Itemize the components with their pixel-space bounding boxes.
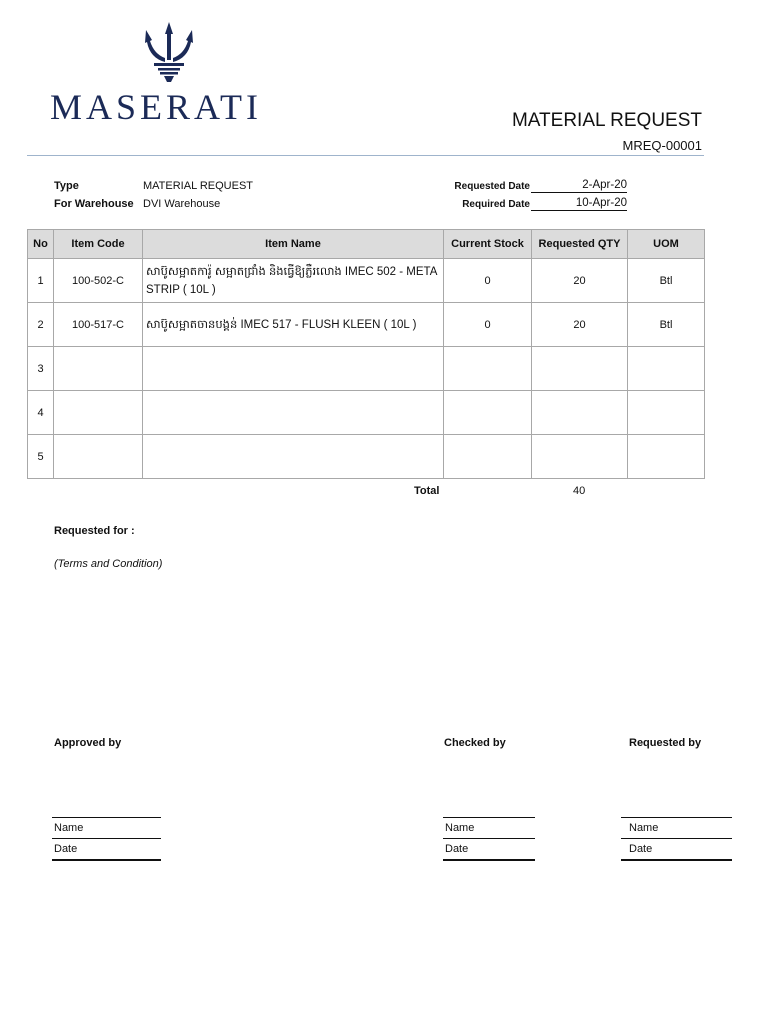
row-current-stock: [444, 435, 532, 479]
row-uom: [628, 391, 705, 435]
document-number: MREQ-00001: [622, 138, 702, 153]
header-item-code: Item Code: [54, 230, 143, 259]
row-item-code: [54, 391, 143, 435]
table-row: [28, 303, 705, 347]
row-current-stock: 0: [444, 303, 532, 347]
table-row: [28, 347, 705, 391]
signature-bottom-line: [621, 859, 732, 861]
row-requested-qty: 20: [532, 259, 628, 303]
maserati-wordmark: MASERATI: [50, 87, 263, 127]
requested-by-signature: [621, 817, 732, 861]
row-current-stock: [444, 347, 532, 391]
header-current-stock: Current Stock: [444, 230, 532, 259]
signature-name-label: Name: [52, 817, 161, 838]
signature-bottom-line: [52, 859, 161, 861]
row-current-stock: [444, 391, 532, 435]
document-title: MATERIAL REQUEST: [511, 110, 702, 131]
signature-bottom-line: [443, 859, 535, 861]
signature-name-label: Name: [443, 817, 535, 838]
row-item-name: [143, 391, 444, 435]
header-item-name: Item Name: [143, 230, 444, 259]
header-divider: [27, 155, 704, 156]
header-requested-qty: Requested QTY: [532, 230, 628, 259]
row-requested-qty: 20: [532, 303, 628, 347]
warehouse-label: For Warehouse: [54, 198, 134, 210]
approved-by-label: Approved by: [54, 737, 122, 749]
row-uom: [628, 435, 705, 479]
requested-by-label: Requested by: [629, 737, 702, 749]
requested-date-value: 2-Apr-20: [531, 179, 627, 193]
row-item-name: [143, 435, 444, 479]
row-item-name: សាប៊ូសម្អាតចានបង្គន់ IMEC 517 - FLUSH KLEEN ( 10L ): [143, 303, 444, 347]
row-uom: Btl: [628, 303, 705, 347]
required-date-value: 10-Apr-20: [531, 197, 627, 211]
items-table: [27, 229, 705, 479]
row-item-code: 100-502-C: [54, 259, 143, 303]
row-requested-qty: [532, 391, 628, 435]
row-no: 4: [28, 391, 54, 435]
approved-by-signature: [52, 817, 161, 861]
row-no: 5: [28, 435, 54, 479]
required-date-label: Required Date: [462, 199, 530, 210]
row-no: 3: [28, 347, 54, 391]
signature-date-label: Date: [443, 838, 535, 859]
signature-date-label: Date: [621, 838, 732, 859]
header-no: No: [28, 230, 54, 259]
table-row: [28, 391, 705, 435]
type-value: MATERIAL REQUEST: [143, 180, 254, 192]
header-uom: UOM: [628, 230, 705, 259]
signature-name-label: Name: [621, 817, 732, 838]
requested-for-label: Requested for :: [54, 525, 135, 537]
table-row: [28, 259, 705, 303]
row-requested-qty: [532, 347, 628, 391]
checked-by-signature: [443, 817, 535, 861]
signature-date-label: Date: [52, 838, 161, 859]
row-current-stock: 0: [444, 259, 532, 303]
total-value: 40: [573, 485, 586, 497]
row-uom: [628, 347, 705, 391]
requested-date-label: Requested Date: [454, 181, 530, 192]
warehouse-value: DVI Warehouse: [143, 198, 221, 210]
row-item-code: 100-517-C: [54, 303, 143, 347]
row-item-name: សាប៊ូសម្អាតការ៉ូ សម្អាតជ្រាំង និងធ្វើឱ្យភ្លឺរលោង IMEC 502 - META STRIP ( 10L ): [143, 259, 444, 303]
row-item-code: [54, 347, 143, 391]
row-no: 1: [28, 259, 54, 303]
terms-and-condition: (Terms and Condition): [54, 558, 163, 570]
checked-by-label: Checked by: [444, 737, 506, 749]
total-label: Total: [414, 485, 440, 497]
row-item-code: [54, 435, 143, 479]
table-header-row: [28, 230, 705, 259]
maserati-trident-logo: [140, 20, 198, 82]
table-row: [28, 435, 705, 479]
row-no: 2: [28, 303, 54, 347]
type-label: Type: [54, 180, 79, 192]
row-item-name: [143, 347, 444, 391]
row-requested-qty: [532, 435, 628, 479]
row-uom: Btl: [628, 259, 705, 303]
